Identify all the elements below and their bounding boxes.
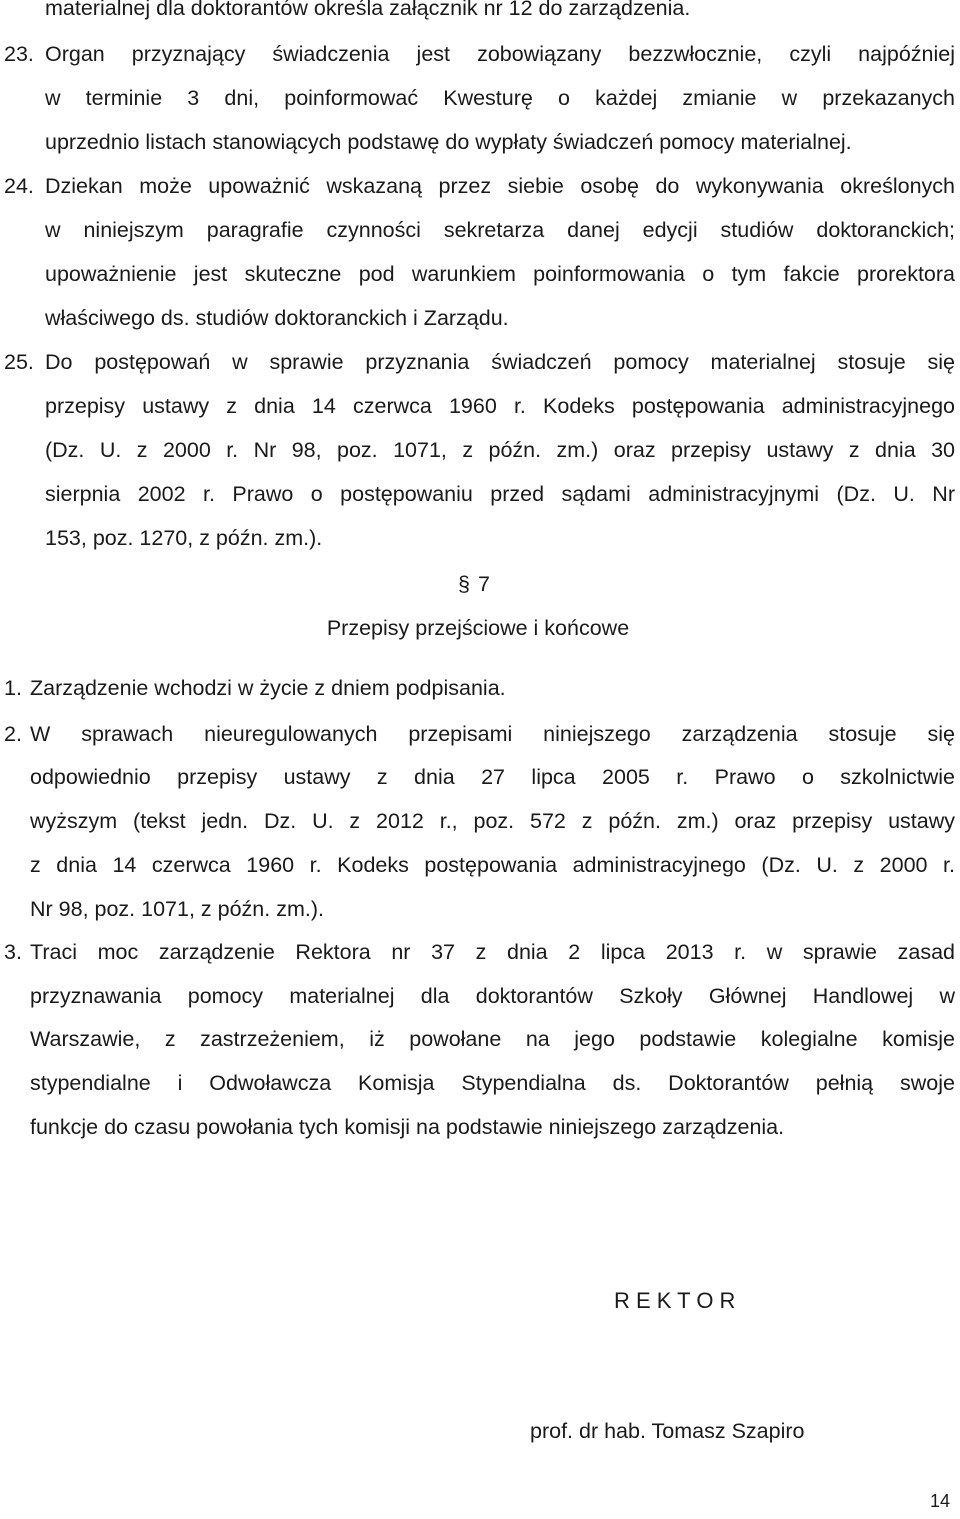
final-item-2-line-4: z dnia 14 czerwca 1960 r. Kodeks postępowania administracyjnego (Dz. U. z 2000 r.	[30, 853, 955, 877]
page-number: 14	[930, 1491, 951, 1511]
item-24-line-2: w niniejszym paragrafie czynności sekretarza danej edycji studiów doktoranckich;	[45, 218, 955, 242]
item-25-line-4: sierpnia 2002 r. Prawo o postępowaniu przed sądami administracyjnymi (Dz. U. Nr	[45, 482, 955, 506]
section-heading	[458, 562, 490, 606]
final-item-3-line-4: stypendialne i Odwoławcza Komisja Stypendialna ds. Doktorantów pełnią swoje	[30, 1071, 955, 1095]
item-24-line-1: Dziekan może upoważnić wskazaną przez siebie osobę do wykonywania określonych	[45, 174, 955, 198]
signature-title: R E K T O R	[614, 1288, 736, 1313]
item-25-line-3: (Dz. U. z 2000 r. Nr 98, poz. 1071, z późn. zm.) oraz przepisy ustawy z dnia 30	[45, 438, 955, 462]
final-item-number-1: 1.	[4, 676, 22, 700]
item-number-24: 24.	[4, 174, 34, 198]
item-23-line-3: uprzednio listach stanowiących podstawę do wypłaty świadczeń pomocy materialnej.	[45, 130, 852, 154]
item-25-line-5: 153, poz. 1270, z późn. zm.).	[45, 526, 323, 550]
final-item-3-line-1: Traci moc zarządzenie Rektora nr 37 z dnia 2 lipca 2013 r. w sprawie zasad	[30, 940, 955, 964]
final-item-2-line-1: W sprawach nieuregulowanych przepisami niniejszego zarządzenia stosuje się	[30, 722, 955, 746]
final-item-2-line-3: wyższym (tekst jedn. Dz. U. z 2012 r., poz. 572 z późn. zm.) oraz przepisy ustawy	[30, 809, 955, 833]
section-number: 7	[477, 572, 490, 596]
final-item-3-line-3: Warszawie, z zastrzeżeniem, iż powołane na jego podstawie kolegialne komisje	[30, 1027, 955, 1051]
item-25-line-2: przepisy ustawy z dnia 14 czerwca 1960 r. Kodeks postępowania administracyjnego	[45, 394, 955, 418]
final-item-2-line-5: Nr 98, poz. 1071, z późn. zm.).	[30, 897, 324, 921]
top-fragment: materialnej dla doktorantów określa załącznik nr 12 do zarządzenia.	[45, 0, 691, 20]
item-number-23: 23.	[4, 42, 34, 66]
item-23-line-2: w terminie 3 dni, poinformować Kwesturę o każdej zmianie w przekazanych	[45, 86, 955, 110]
section-symbol: §	[458, 572, 470, 596]
item-24-line-4: właściwego ds. studiów doktoranckich i Zarządu.	[45, 306, 509, 330]
item-23-line-1: Organ przyznający świadczenia jest zobowiązany bezzwłocznie, czyli najpóźniej	[45, 42, 955, 66]
final-item-number-2: 2.	[4, 722, 22, 746]
item-25-line-1: Do postępowań w sprawie przyznania świadczeń pomocy materialnej stosuje się	[45, 350, 955, 374]
signature-name: prof. dr hab. Tomasz Szapiro	[530, 1419, 805, 1443]
final-item-2-line-2: odpowiednio przepisy ustawy z dnia 27 lipca 2005 r. Prawo o szkolnictwie	[30, 765, 955, 789]
final-item-number-3: 3.	[4, 940, 22, 964]
final-item-3-line-2: przyznawania pomocy materialnej dla doktorantów Szkoły Głównej Handlowej w	[30, 984, 955, 1008]
section-title: Przepisy przejściowe i końcowe	[326, 616, 630, 640]
item-number-25: 25.	[4, 350, 34, 374]
item-24-line-3: upoważnienie jest skuteczne pod warunkiem poinformowania o tym fakcie prorektora	[45, 262, 955, 286]
final-item-1-line-1: Zarządzenie wchodzi w życie z dniem podpisania.	[30, 676, 506, 700]
final-item-3-line-5: funkcje do czasu powołania tych komisji na podstawie niniejszego zarządzenia.	[30, 1115, 785, 1139]
